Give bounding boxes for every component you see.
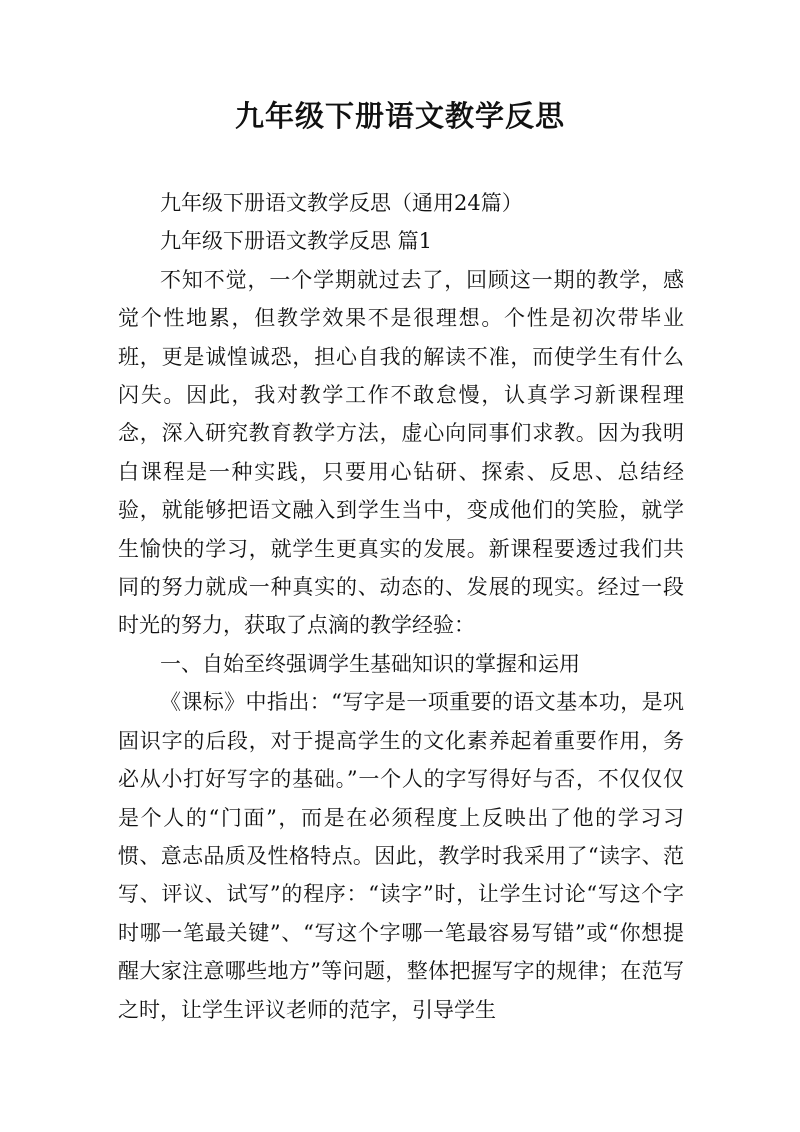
subsection-heading: 一、自始至终强调学生基础知识的掌握和运用 bbox=[160, 651, 580, 676]
section-heading: 九年级下册语文教学反思 篇1 bbox=[160, 229, 433, 254]
body-paragraph: 不知不觉，一个学期就过去了，回顾这一期的教学，感觉个性地累，但教学效果不是很理想。个性是初次带毕业班，更是诚惶诚恐，担心自我的解读不准，而使学生有什么闪失。因此，我对教学工作不敢怠慢，认真学习新课程理念，深入研究教育教学方法，虚心向同事们求教。因为我明白课程是一种实践，只要用心钻研、探索、反思、总结经验，就能够把语文融入到学生当中，变成他们的笑脸，就学生愉快的学习，就学生更真实的发展。新课程要透过我们共同的努力就成一种真实的、动态的、发展的现实。经过一段时光的努力，获取了点滴的教学经验： bbox=[118, 267, 684, 638]
document-title: 九年级下册语文教学反思 bbox=[234, 99, 565, 133]
subtitle-paragraph: 九年级下册语文教学反思（通用24篇） bbox=[160, 191, 523, 215]
document-body bbox=[118, 184, 684, 1029]
body-paragraph: 《课标》中指出：“写字是一项重要的语文基本功，是巩固识字的后段，对于提高学生的文化素养起着重要作用，务必从小打好写字的基础。”一个人的字写得好与否，不仅仅仅是个人的“门面”，而是在必须程度上反映出了他的学习习惯、意志品质及性格特点。因此，教学时我采用了“读字、范写、评议、试写”的程序：“读字”时，让学生讨论“写这个字时哪一笔最关键”、“写这个字哪一笔最容易写错”或“你想提醒大家注意哪些地方”等问题，整体把握写字的规律；在范写之时，让学生评议老师的范字，引导学生 bbox=[118, 690, 684, 1022]
